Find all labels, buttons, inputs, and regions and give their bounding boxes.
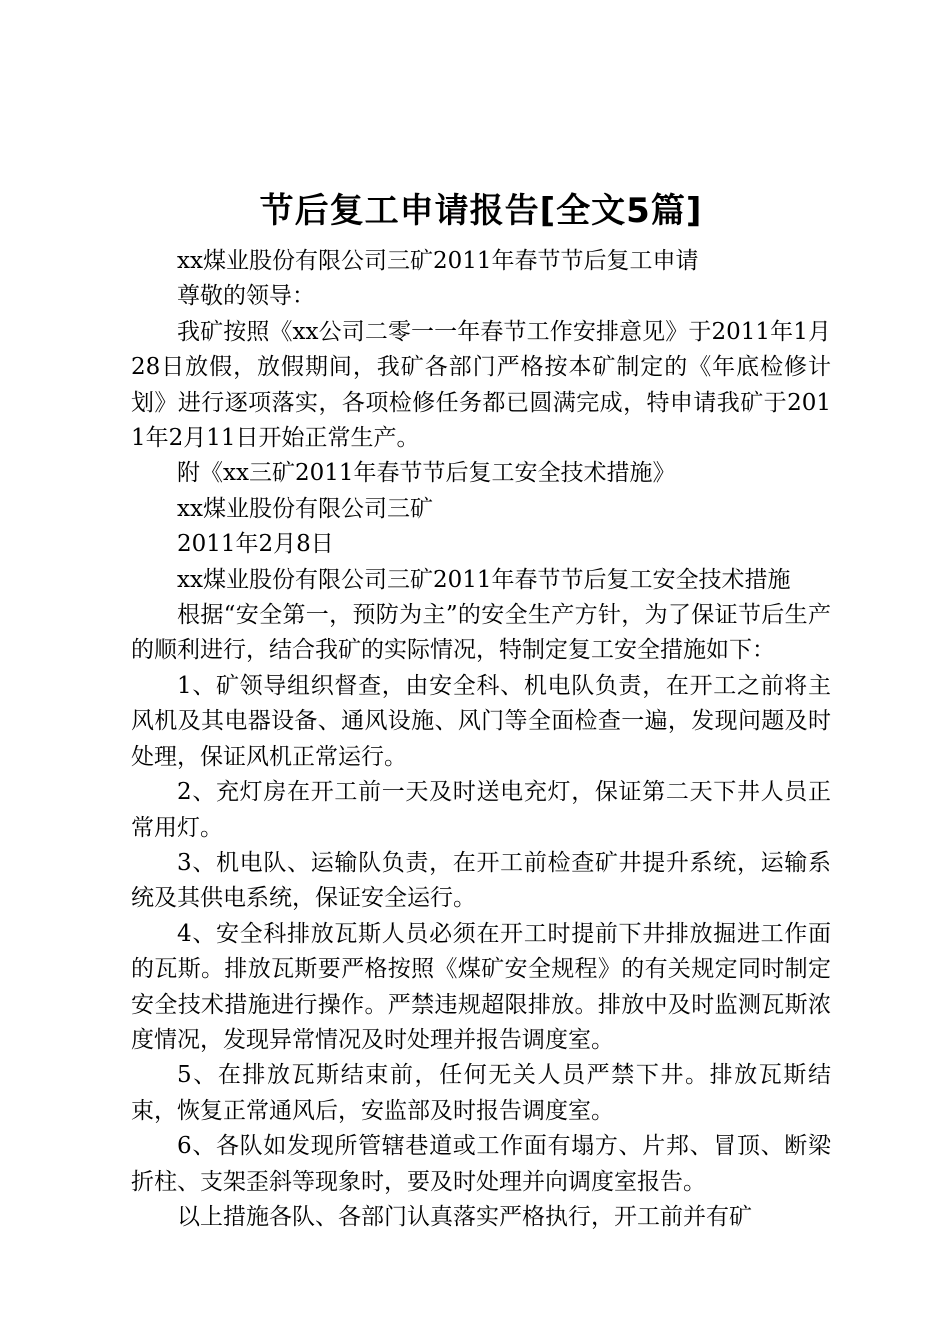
salutation: 尊敬的领导： — [177, 283, 315, 310]
signature-company: xx煤业股份有限公司三矿 — [177, 495, 433, 522]
document-page — [131, 186, 831, 1235]
measure-item-1: 1、矿领导组织督查，由安全科、机电队负责，在开工之前将主风机及其电器设备、通风设施、风门等全面检查一遍，发现问题及时处理，保证风机正常运行。 — [131, 672, 831, 770]
heading-application: xx煤业股份有限公司三矿2011年春节节后复工申请 — [177, 248, 699, 274]
heading-safety-measures: xx煤业股份有限公司三矿2011年春节节后复工安全技术措施 — [177, 566, 791, 593]
measure-item-6: 6、各队如发现所管辖巷道或工作面有塌方、片邦、冒顶、断梁折柱、支架歪斜等现象时，要及时处理并向调度室报告。 — [131, 1133, 831, 1195]
measure-item-2: 2、充灯房在开工前一天及时送电充灯，保证第二天下井人员正常用灯。 — [131, 779, 831, 841]
document-title: 节后复工申请报告[全文5篇] — [259, 191, 703, 231]
measure-item-5: 5、在排放瓦斯结束前，任何无关人员严禁下井。排放瓦斯结束，恢复正常通风后，安监部及时报告调度室。 — [131, 1062, 831, 1124]
document-body — [131, 244, 831, 1235]
measure-item-3: 3、机电队、运输队负责，在开工前检查矿井提升系统，运输系统及其供电系统，保证安全运行。 — [131, 849, 831, 912]
intro-paragraph: 根据“安全第一，预防为主”的安全生产方针，为了保证节后生产的顺利进行，结合我矿的实际情况，特制定复工安全措施如下： — [131, 602, 831, 664]
closing-paragraph: 以上措施各队、各部门认真落实严格执行，开工前并有矿 — [177, 1203, 752, 1230]
attachment-line: 附《xx三矿2011年春节节后复工安全技术措施》 — [177, 460, 676, 487]
signature-date: 2011年2月8日 — [177, 531, 334, 558]
application-paragraph: 我矿按照《xx公司二零一一年春节工作安排意见》于2011年1月28日放假，放假期间，我矿各部门严格按本矿制定的《年底检修计划》进行逐项落实，各项检修任务都已圆满完成，特申请我矿于2011年2月11日开始正常生产。 — [131, 318, 831, 452]
measure-item-4: 4、安全科排放瓦斯人员必须在开工时提前下井排放掘进工作面的瓦斯。排放瓦斯要严格按照《煤矿安全规程》的有关规定同时制定安全技术措施进行操作。严禁违规超限排放。排放中及时监测瓦斯浓度情况，发现异常情况及时处理并报告调度室。 — [131, 920, 831, 1053]
